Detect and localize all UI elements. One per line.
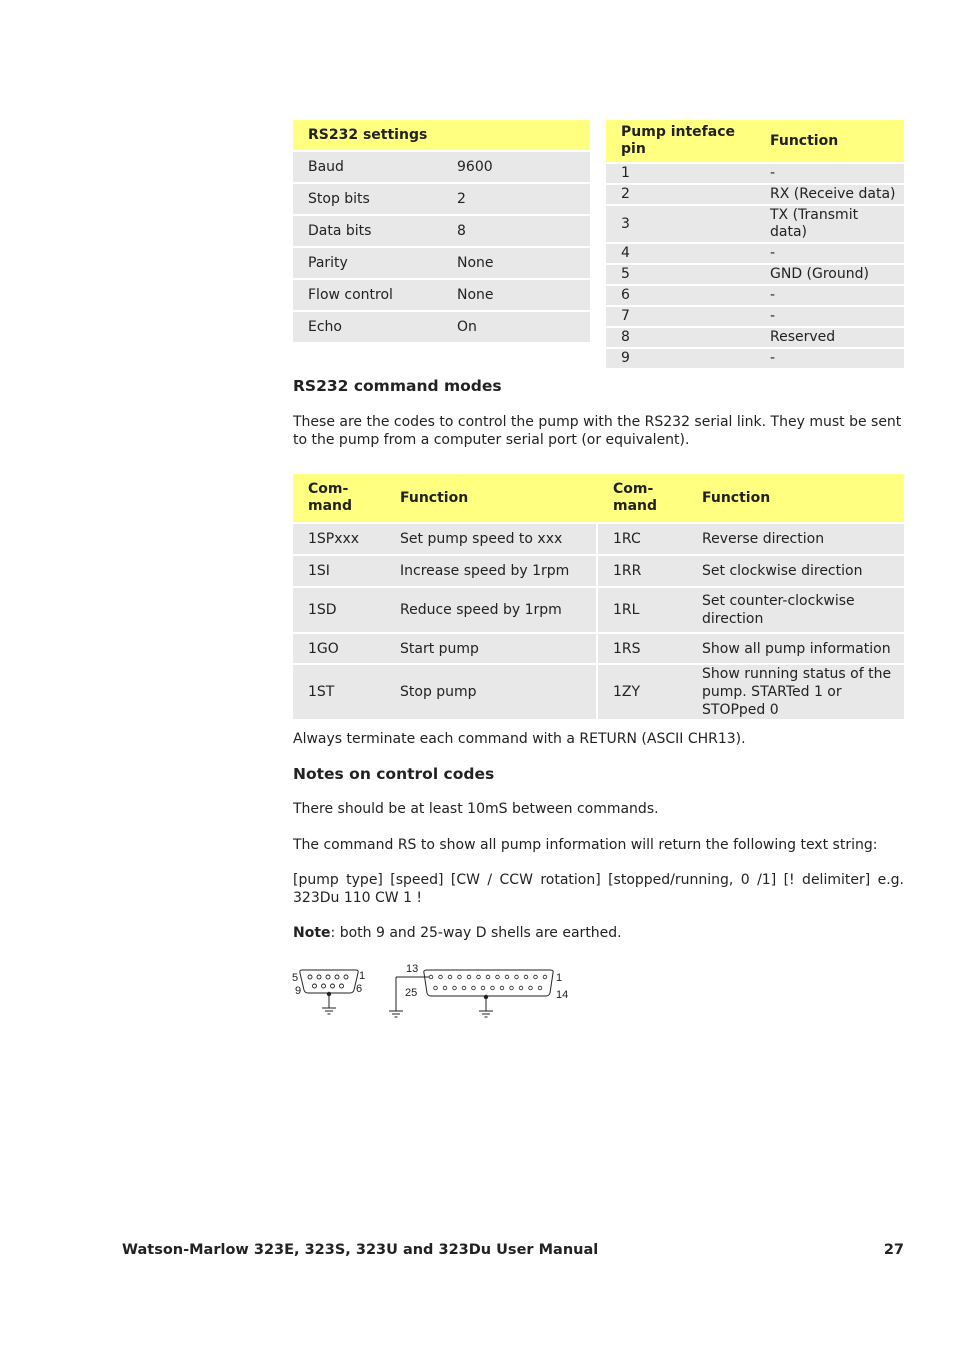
setting-value: 9600 (442, 150, 590, 182)
notes-heading: Notes on control codes (293, 765, 495, 783)
table-row (606, 326, 904, 347)
pin-number: 9 (606, 347, 755, 368)
pin-function: - (755, 347, 904, 368)
command-code: 1RS (596, 632, 687, 663)
pin-number: 1 (606, 162, 755, 183)
command-table-header (293, 474, 904, 522)
pin-number: 6 (606, 284, 755, 305)
setting-name: Echo (293, 310, 442, 342)
pin-function: - (755, 242, 904, 263)
pin-column-header: Pump inteface pin (621, 124, 735, 157)
table-row (606, 284, 904, 305)
command-code: 1RC (596, 522, 687, 554)
command-code: 1GO (293, 632, 385, 663)
setting-value: 8 (442, 214, 590, 246)
db25-pin-label: 25 (405, 987, 418, 999)
table-row (606, 242, 904, 263)
notes-paragraph-1: There should be at least 10mS between commands. (293, 801, 659, 817)
notes-paragraph-3: [pump type] [speed] [CW / CCW rotation] [stopped/running, 0 /1] [! delimiter] e.g. 323Du 110 CW 1 ! (293, 872, 904, 906)
table-row (606, 183, 904, 204)
pin-table-header (606, 120, 904, 162)
setting-value: None (442, 278, 590, 310)
setting-value: 2 (442, 182, 590, 214)
function-column-header: Function (702, 489, 771, 506)
table-row (293, 182, 590, 214)
table-row (293, 522, 904, 554)
pin-function: - (755, 284, 904, 305)
db25-pin-label: 14 (556, 989, 569, 1001)
pin-function: - (755, 162, 904, 183)
db25-pin-label: 1 (556, 972, 563, 984)
terminate-note: Always terminate each command with a RETURN (ASCII CHR13). (293, 731, 746, 747)
pin-number: 3 (606, 204, 755, 242)
command-function: Set pump speed to xxx (385, 522, 596, 554)
pin-number: 7 (606, 305, 755, 326)
rs232-settings-title: RS232 settings (308, 127, 428, 143)
db25-pin-label: 13 (406, 963, 419, 975)
setting-name: Baud (293, 150, 442, 182)
footer-title: Watson-Marlow 323E, 323S, 323U and 323Du User Manual (122, 1242, 599, 1258)
pin-number: 8 (606, 326, 755, 347)
db9-connector-icon (300, 970, 359, 1014)
table-row (293, 554, 904, 586)
db9-pin-label: 5 (292, 972, 299, 984)
command-table (293, 474, 904, 719)
pin-function: GND (Ground) (755, 263, 904, 284)
page-number: 27 (883, 1242, 904, 1258)
table-row (606, 263, 904, 284)
notes-paragraph-2: The command RS to show all pump information will return the following text string: (293, 837, 878, 853)
table-row (293, 150, 590, 182)
command-code: 1SD (293, 586, 385, 632)
command-code: 1SPxxx (293, 522, 385, 554)
pin-number: 5 (606, 263, 755, 284)
command-code: 1RL (596, 586, 687, 632)
command-code: 1ST (293, 663, 385, 719)
command-function: Start pump (385, 632, 596, 663)
note-label: Note (293, 925, 331, 941)
setting-name: Stop bits (293, 182, 442, 214)
command-column-header: Com-mand (308, 481, 353, 514)
setting-value: None (442, 246, 590, 278)
rs232-settings-header (293, 120, 590, 150)
setting-name: Data bits (293, 214, 442, 246)
db9-pin-label: 6 (356, 983, 363, 995)
db9-pin-label: 1 (359, 970, 366, 982)
function-column-header: Function (770, 132, 839, 149)
command-function: Set counter-clockwise direction (687, 586, 904, 632)
command-function: Show running status of the pump. STARTed 1 or STOPped 0 (687, 663, 904, 719)
rs232-settings-table (293, 120, 590, 342)
setting-name: Flow control (293, 278, 442, 310)
table-row (606, 204, 904, 242)
setting-value: On (442, 310, 590, 342)
function-column-header: Function (400, 489, 469, 506)
command-code: 1RR (596, 554, 687, 586)
command-function: Reduce speed by 1rpm (385, 586, 596, 632)
setting-name: Parity (293, 246, 442, 278)
note-text: : both 9 and 25-way D shells are earthed. (330, 925, 622, 941)
pin-function: RX (Receive data) (755, 183, 904, 204)
command-code: 1SI (293, 554, 385, 586)
earthing-note (293, 925, 904, 943)
command-function: Increase speed by 1rpm (385, 554, 596, 586)
command-function: Reverse direction (687, 522, 904, 554)
pin-function: Reserved (755, 326, 904, 347)
pin-function: - (755, 305, 904, 326)
pin-number: 2 (606, 183, 755, 204)
command-function: Stop pump (385, 663, 596, 719)
table-row (293, 246, 590, 278)
command-modes-heading: RS232 command modes (293, 377, 502, 395)
table-row (293, 310, 590, 342)
command-column-header: Com-mand (596, 474, 687, 522)
command-function: Set clockwise direction (687, 554, 904, 586)
command-code: 1ZY (596, 663, 687, 719)
table-row (606, 347, 904, 368)
table-row (293, 632, 904, 663)
pin-function: TX (Transmit data) (755, 204, 904, 242)
command-modes-intro: These are the codes to control the pump with the RS232 serial link. They must be sent to the pump from a computer serial port (or equivalent). (293, 414, 902, 448)
table-row (293, 278, 590, 310)
command-function: Show all pump information (687, 632, 904, 663)
table-row (293, 214, 590, 246)
table-row (293, 586, 904, 632)
table-row (606, 162, 904, 183)
pump-interface-pin-table (606, 120, 904, 368)
table-row (293, 663, 904, 719)
d-shell-connector-diagram (288, 958, 578, 1022)
table-row (606, 305, 904, 326)
pin-number: 4 (606, 242, 755, 263)
db9-pin-label: 9 (295, 985, 302, 997)
